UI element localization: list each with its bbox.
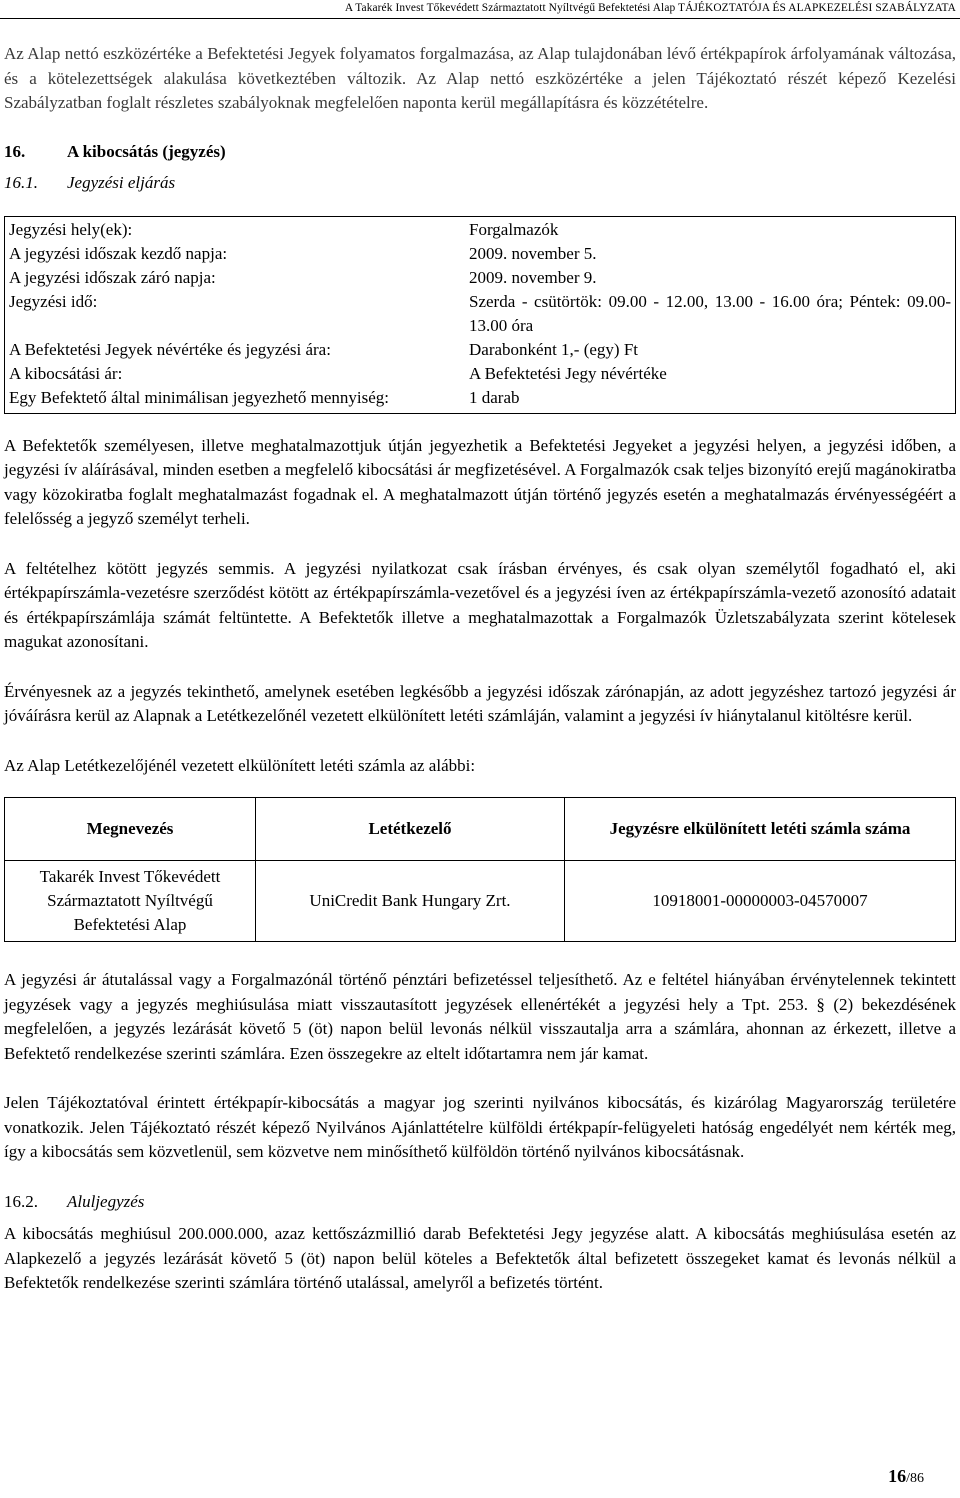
page-content xyxy=(4,42,956,1296)
total-pages: /86 xyxy=(906,1471,924,1486)
table-row xyxy=(5,216,956,242)
column-header: Megnevezés xyxy=(5,798,256,861)
account-table xyxy=(4,797,956,942)
body-paragraph: A feltételhez kötött jegyzés semmis. A jegyzési nyilatkozat csak írásban érvényes, és csak olyan személytől fogadható el, aki értékpapírszámla-vezetésre szerződést kötött az értékpapírszámla-vezetővel és a jegyzési íven az értékpapírszámla-vezető azonosító adatait és értékpapírszámlája számát feltüntette. A Befektetők illetve a meghatalmazottak a Forgalmazók Üzletszabályzata szerint kötelesek magukat azonosítani. xyxy=(4,558,956,651)
table-row xyxy=(5,338,956,362)
row-label: A jegyzési időszak kezdő napja: xyxy=(9,243,228,263)
column-header: Jegyzésre elkülönített letéti számla száma xyxy=(565,798,956,861)
table-row xyxy=(5,242,956,266)
subsection-heading-1 xyxy=(4,171,956,196)
row-value: Darabonként 1,- (egy) Ft xyxy=(469,339,639,359)
section-number: 16. xyxy=(4,141,26,161)
section-title: A kibocsátás (jegyzés) xyxy=(67,141,226,161)
row-label: A Befektetési Jegyek névértéke és jegyzési ára: xyxy=(9,339,331,359)
row-label: Egy Befektető által minimálisan jegyezhető mennyiség: xyxy=(9,387,390,407)
subsection-heading-2 xyxy=(4,1190,956,1215)
body-paragraph: A kibocsátás meghiúsul 200.000.000, azaz kettőszázmillió darab Befektetési Jegy jegyzése alatt. A kibocsátás meghiúsulása esetén az Alapkezelő a jegyzés lezárását követő 5 (öt) napon belül köteles a Befektetők által befizetett összegeket kamat és levonás nélkül a Befektetők rendelkezése szerinti számlára történő utalással, amelyről a befizetés történt. xyxy=(4,1224,956,1292)
row-label: A jegyzési időszak záró napja: xyxy=(9,267,216,287)
intro-paragraph: Az Alap nettó eszközértéke a Befektetési Jegyek folyamatos forgalmazása, az Alap tulajdonában lévő értékpapírok árfolyamának változása, és a kötelezettségek alakulása következtében változik. Az Alap nettó eszközértéke a jelen Tájékoztató részét képező Kezelési Szabályzatban foglalt részletes szabályoknak megfelelően naponta kerül megállapításra és közzétételre. xyxy=(4,44,956,112)
table-row xyxy=(5,386,956,414)
row-label: Jegyzési hely(ek): xyxy=(9,219,133,239)
row-label: Jegyzési idő: xyxy=(9,291,98,311)
current-page: 16 xyxy=(888,1466,907,1486)
page-header: A Takarék Invest Tőkevédett Származtatott Nyíltvégű Befektetési Alap TÁJÉKOZTATÓJA ÉS ALAPKEZELÉSI SZABÁLYZATA xyxy=(0,0,960,19)
row-value: A Befektetési Jegy névértéke xyxy=(469,363,667,383)
table-row xyxy=(5,362,956,386)
table-cell: 10918001-00000003-04570007 xyxy=(565,861,956,942)
column-header: Letétkezelő xyxy=(256,798,565,861)
table-row xyxy=(5,266,956,290)
row-value: 2009. november 5. xyxy=(469,243,597,263)
row-value: Szerda - csütörtök: 09.00 - 12.00, 13.00 - 16.00 óra; Péntek: 09.00-13.00 óra xyxy=(469,291,951,335)
row-value: Forgalmazók xyxy=(469,219,559,239)
page-number xyxy=(888,1464,924,1491)
table-cell: UniCredit Bank Hungary Zrt. xyxy=(256,861,565,942)
subscription-table xyxy=(4,216,956,414)
table-row xyxy=(5,290,956,338)
table-header-row xyxy=(5,798,956,861)
row-value: 1 darab xyxy=(469,387,520,407)
body-paragraph: A jegyzési ár átutalással vagy a Forgalmazónál történő pénztári befizetéssel teljesíthető. Az e feltétel hiányában érvénytelennek tekintett jegyzések vagy a jegyzés meghiúsulása miatt visszautasított jegyzések ellenértékét a jegyzési hely a Tpt. 253. § (2) bekezdésének megfelelően, a jegyzés lezárását követő 5 (öt) napon belül levonás nélkül visszautalja arra a számlára, ahonnan az érkezett, illetve a Befektető rendelkezése szerinti számlára. Ezen összegekre az eltelt időtartamra nem jár kamat. xyxy=(4,970,956,1063)
subsection-number: 16.2. xyxy=(4,1191,38,1211)
subsection-title: Aluljegyzés xyxy=(67,1191,145,1211)
body-paragraph: Érvényesnek az a jegyzés tekinthető, amelynek esetében legkésőbb a jegyzési időszak zárónapján, az adott jegyzéshez tartozó jegyzési ár jóváírásra kerül az Alapnak a Letétkezelőnél vezetett elkülönített letéti számláján, valamint a jegyzési ív hiánytalanul kitöltésre kerül. xyxy=(4,681,956,725)
table-row xyxy=(5,861,956,942)
row-value: 2009. november 9. xyxy=(469,267,597,287)
section-heading xyxy=(4,140,956,165)
subsection-number: 16.1. xyxy=(4,173,38,192)
body-paragraph: Jelen Tájékoztatóval érintett értékpapír-kibocsátás a magyar jog szerinti nyilvános kibocsátás, és kizárólag Magyarország területére vonatkozik. Jelen Tájékoztató részét képező Nyilvános Ajánlattételre külföldi értékpapír-felügyeleti hatóság engedélyét nem kérték meg, így a kibocsátás sem közvetlenül, sem közvetve nem minősíthető külföldön történő nyilvános kibocsátásnak. xyxy=(4,1093,956,1161)
subsection-title: Jegyzési eljárás xyxy=(67,173,176,192)
row-label: A kibocsátási ár: xyxy=(9,363,123,383)
body-paragraph: A Befektetők személyesen, illetve meghatalmazottjuk útján jegyezhetik a Befektetési Jegyeket a jegyzési helyen, a jegyzési időben, a jegyzési ív aláírásával, minden esetben a megfelelő kibocsátási ár megfizetésével. A Forgalmazók csak teljes bizonyító erejű magánokiratba vagy közokiratba foglalt meghatalmazást fogadnak el. A meghatalmazott útján történő jegyzés esetén a meghatalmazás érvényességéért a felelősség a jegyző személyt terheli. xyxy=(4,435,956,528)
table-cell: Takarék Invest Tőkevédett Származtatott Nyíltvégű Befektetési Alap xyxy=(5,861,256,942)
body-paragraph: Az Alap Letétkezelőjénél vezetett elkülönített letéti számla az alábbi: xyxy=(4,755,476,775)
